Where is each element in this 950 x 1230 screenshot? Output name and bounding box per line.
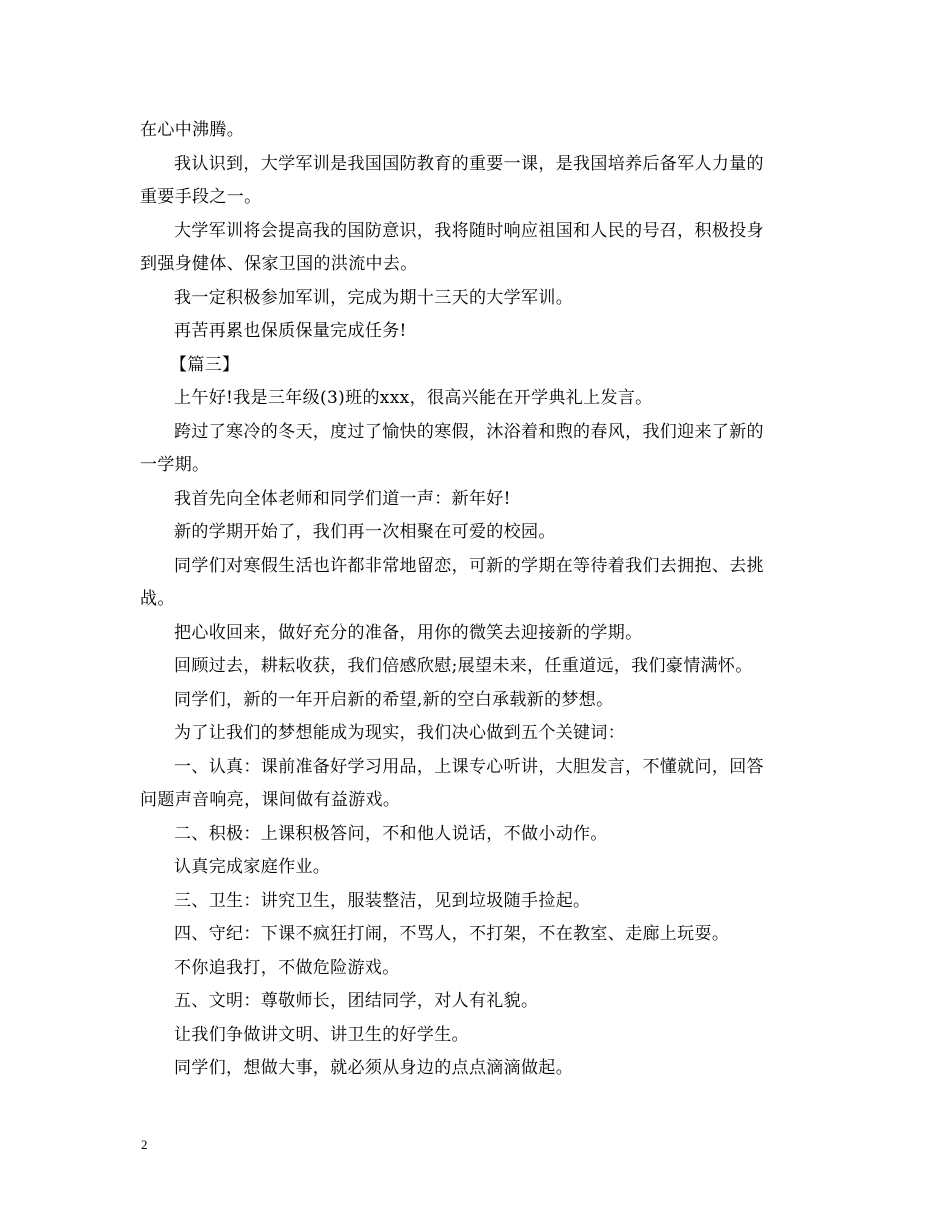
paragraph-line: 认真完成家庭作业。	[174, 857, 331, 877]
paragraph-line: 四、守纪：下课不疯狂打闹，不骂人，不打架，不在教室、走廊上玩耍。	[174, 924, 730, 944]
page-number: 2	[141, 1137, 148, 1152]
paragraph-line: 到强身健体、保家卫国的洪流中去。	[140, 254, 418, 274]
paragraph-line: 我认识到，大学军训是我国国防教育的重要一课，是我国培养后备军人力量的	[174, 153, 764, 174]
paragraph-line: 一学期。	[140, 455, 210, 475]
paragraph-line: 在心中沸腾。	[140, 120, 245, 140]
paragraph-line: 问题声音响亮，课间做有益游戏。	[140, 790, 401, 810]
paragraph-line: 让我们争做讲文明、讲卫生的好学生。	[174, 1024, 469, 1045]
paragraph-line: 不你追我打，不做危险游戏。	[174, 957, 400, 978]
document-body	[140, 114, 812, 1086]
section-heading: 【篇三】	[170, 354, 240, 375]
paragraph-line: 为了让我们的梦想能成为现实，我们决心做到五个关键词：	[174, 723, 626, 743]
paragraph-line: 三、卫生：讲究卫生，服装整洁，见到垃圾随手捡起。	[174, 890, 591, 911]
paragraph-line: 上午好!我是三年级(3)班的xxx，很高兴能在开学典礼上发言。	[174, 388, 653, 408]
paragraph-line: 我一定积极参加军训，完成为期十三天的大学军训。	[174, 287, 574, 308]
paragraph-line: 重要手段之一。	[140, 187, 262, 207]
paragraph-line: 我首先向全体老师和同学们道一声：新年好!	[174, 488, 511, 509]
paragraph-line: 战。	[140, 589, 175, 609]
paragraph-line: 回顾过去，耕耘收获，我们倍感欣慰;展望未来，任重道远，我们豪情满怀。	[174, 656, 753, 676]
paragraph-line: 把心收回来，做好充分的准备，用你的微笑去迎接新的学期。	[174, 622, 643, 643]
paragraph-line: 同学们对寒假生活也许都非常地留恋，可新的学期在等待着我们去拥抱、去挑	[174, 555, 764, 576]
paragraph-line: 新的学期开始了，我们再一次相聚在可爱的校园。	[174, 522, 556, 542]
paragraph-line: 二、积极：上课积极答问，不和他人说话，不做小动作。	[174, 823, 608, 844]
paragraph-line: 同学们，新的一年开启新的希望,新的空白承载新的梦想。	[174, 689, 614, 710]
paragraph-line: 再苦再累也保质保量完成任务!	[174, 321, 407, 341]
paragraph-line: 五、文明：尊敬师长，团结同学，对人有礼貌。	[174, 991, 539, 1011]
paragraph-line: 一、认真：课前准备好学习用品，上课专心听讲，大胆发言，不懂就问，回答	[174, 756, 764, 777]
paragraph-line: 跨过了寒冷的冬天，度过了愉快的寒假，沐浴着和煦的春风，我们迎来了新的	[174, 421, 764, 442]
paragraph-line: 同学们，想做大事，就必须从身边的点点滴滴做起。	[174, 1058, 574, 1078]
paragraph-line: 大学军训将会提高我的国防意识，我将随时响应祖国和人民的号召，积极投身	[174, 220, 764, 241]
